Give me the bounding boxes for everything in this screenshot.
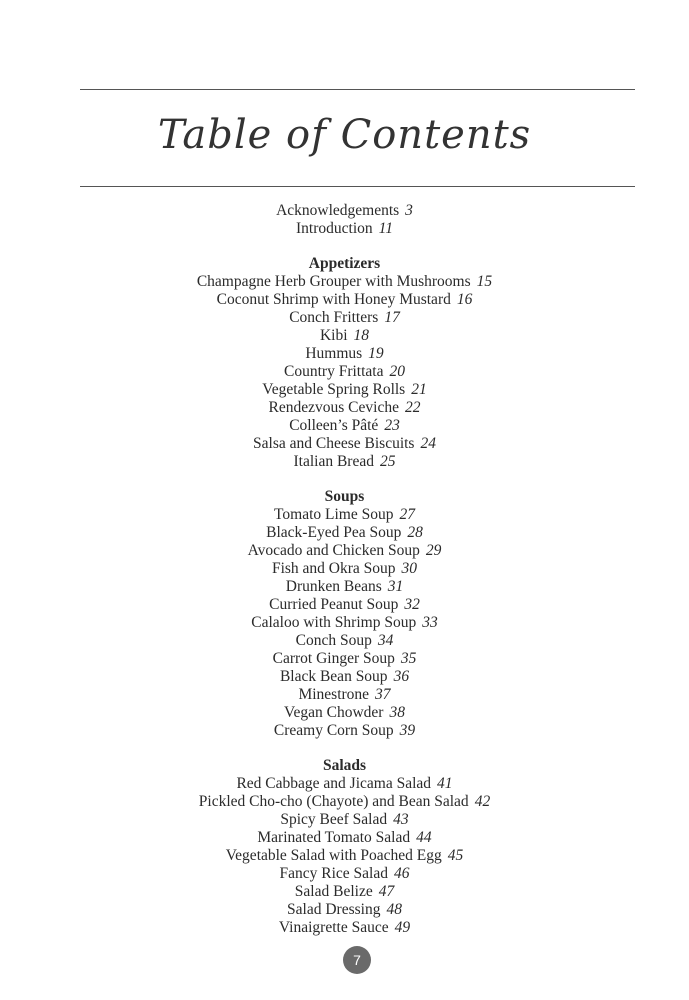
toc-entry [0,650,689,668]
toc-entry [0,829,689,847]
toc-entry [0,524,689,542]
section-heading: Soups [324,488,365,505]
entry-label: Coconut Shrimp with Honey Mustard [216,291,451,308]
entry-page: 41 [437,775,453,792]
entry-label: Vegetable Salad with Poached Egg [225,847,442,864]
toc-section-salads [0,757,689,937]
entry-page: 34 [377,632,394,649]
front-matter [0,202,689,238]
toc-entry [0,506,689,524]
toc-entry [0,435,689,453]
entry-label: Carrot Ginger Soup [272,650,395,667]
entry-page: 17 [384,309,400,326]
entry-label: Fancy Rice Salad [279,865,388,882]
section-heading: Salads [322,757,367,774]
entry-page: 22 [404,399,421,416]
entry-page: 28 [407,524,423,541]
entry-label: Avocado and Chicken Soup [247,542,420,559]
entry-page: 48 [386,901,402,918]
toc-entry [0,632,689,650]
toc-entry [0,811,689,829]
toc-entry [0,686,689,704]
entry-label: Salsa and Cheese Biscuits [253,435,415,452]
entry-label: Champagne Herb Grouper with Mushrooms [196,273,471,290]
entry-label: Calaloo with Shrimp Soup [251,614,417,631]
top-rule [80,89,635,90]
entry-page: 31 [387,578,404,595]
entry-label: Salad Belize [294,883,373,900]
toc-entry [0,668,689,686]
entry-label: Italian Bread [293,453,374,470]
toc-entry [0,453,689,471]
entry-page: 39 [399,722,416,739]
toc-entry [0,793,689,811]
entry-label: Conch Soup [295,632,372,649]
toc-entry [0,614,689,632]
toc-entry [0,273,689,291]
entry-label: Tomato Lime Soup [274,506,394,523]
toc-entry: Acknowledgements 3 [276,202,413,219]
entry-label: Kibi [319,327,348,344]
toc-sections [0,255,689,937]
entry-page: 30 [401,560,418,577]
toc-entry [0,417,689,435]
toc-entry [0,578,689,596]
toc-entry: Introduction 11 [296,220,393,237]
toc-entry [0,919,689,937]
toc-entry [0,722,689,740]
toc-entry [0,363,689,381]
page-title: Table of Contents [157,112,532,158]
entry-page: 25 [379,453,396,470]
entry-label: Marinated Tomato Salad [257,829,411,846]
toc-entry [0,381,689,399]
entry-label: Conch Fritters [289,309,379,326]
toc-entry [0,704,689,722]
toc-section-appetizers [0,255,689,471]
entry-label: Black Bean Soup [279,668,388,685]
entry-page: 32 [404,596,420,613]
entry-page: 45 [447,847,464,864]
toc-entry [0,883,689,901]
entry-label: Pickled Cho-cho (Chayote) and Bean Salad [198,793,469,810]
toc-entry [0,291,689,309]
entry-page: 37 [375,686,391,703]
entry-label: Vegetable Spring Rolls [262,381,406,398]
toc-entry [0,327,689,345]
entry-page: 23 [384,417,400,434]
page-number-badge: 7 [343,946,371,974]
entry-label: Rendezvous Ceviche [268,399,399,416]
entry-page: 47 [378,883,395,900]
entry-label: Curried Peanut Soup [269,596,399,613]
section-heading: Appetizers [308,255,381,272]
toc-entry [0,865,689,883]
entry-page: 36 [393,668,410,685]
entry-page: 27 [399,506,415,523]
entry-page: 33 [422,614,438,631]
toc-entry [0,399,689,417]
entry-page: 35 [400,650,417,667]
entry-page: 15 [476,273,493,290]
entry-page: 18 [353,327,370,344]
entry-label: Vinaigrette Sauce [278,919,389,936]
entry-page: 19 [368,345,384,362]
entry-label: Creamy Corn Soup [273,722,394,739]
entry-label: Drunken Beans [285,578,382,595]
entry-label: Colleen’s Pâté [289,417,379,434]
toc-entry [0,901,689,919]
entry-label: Minestrone [298,686,370,703]
entry-page: 24 [420,435,436,452]
toc-entry [0,775,689,793]
entry-label: Hummus [305,345,363,362]
entry-label: Fish and Okra Soup [271,560,396,577]
entry-label: Salad Dressing [287,901,381,918]
entry-page: 21 [411,381,427,398]
entry-label: Country Frittata [284,363,384,380]
entry-page: 20 [389,363,405,380]
entry-label: Red Cabbage and Jicama Salad [236,775,432,792]
bottom-rule [80,186,635,187]
toc-entry [0,847,689,865]
entry-label: Vegan Chowder [284,704,384,721]
toc-section-soups [0,488,689,740]
toc-entry [0,596,689,614]
toc-entry [0,560,689,578]
entry-page: 16 [456,291,473,308]
entry-page: 42 [474,793,491,810]
entry-page: 46 [393,865,410,882]
toc-entry [0,345,689,363]
entry-page: 38 [389,704,405,721]
table-of-contents [0,202,689,937]
entry-page: 29 [425,542,442,559]
entry-page: 44 [416,829,432,846]
entry-page: 49 [394,919,411,936]
entry-label: Black-Eyed Pea Soup [266,524,402,541]
toc-entry [0,309,689,327]
entry-page: 43 [393,811,409,828]
entry-label: Spicy Beef Salad [280,811,388,828]
toc-entry [0,542,689,560]
